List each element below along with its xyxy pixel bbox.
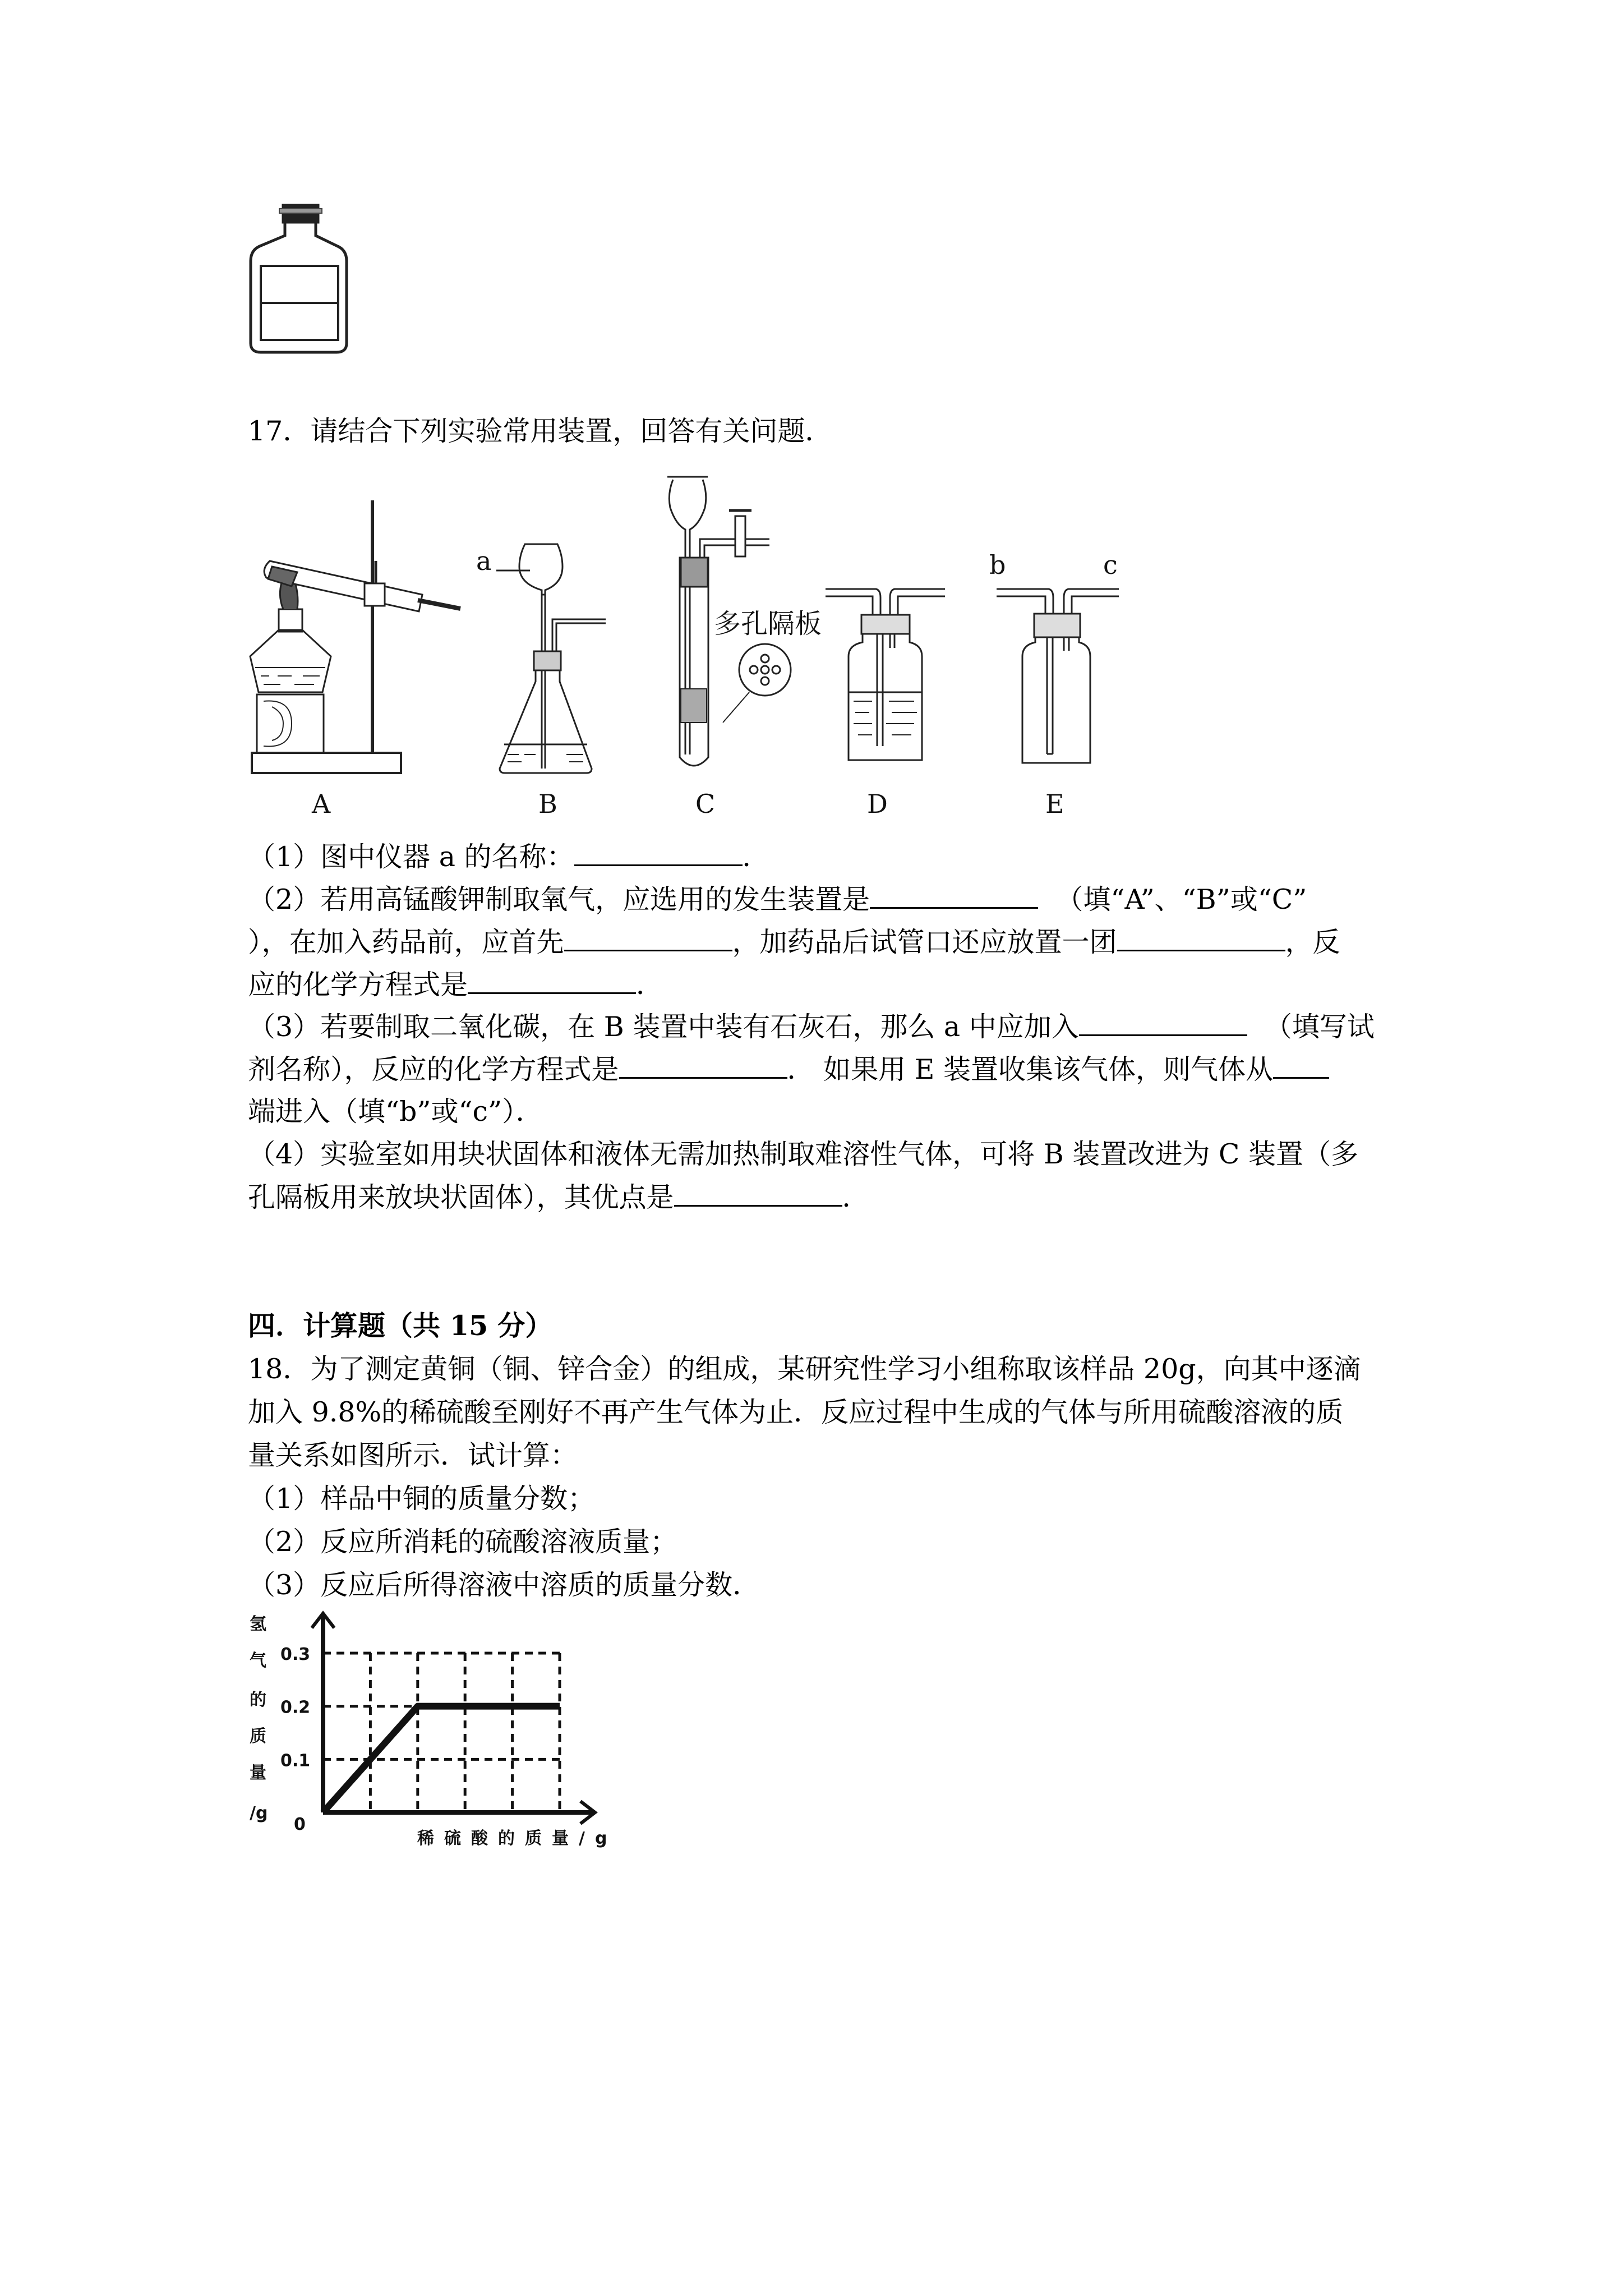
q17-part1-text: （1）图中仪器 a 的名称： [248, 841, 574, 873]
y-axis-label-char: 的 [250, 1690, 266, 1710]
q17-part3b-text: 剂名称），反应的化学方程式是 [248, 1053, 619, 1085]
origin-label: 0 [294, 1815, 306, 1834]
q18-subquestion: （2）反应所消耗的硫酸溶液质量； [248, 1526, 678, 1558]
q17-part2-text: （2）若用高锰酸钾制取氧气，应选用的发生装置是 [248, 884, 870, 915]
q17-part2b-end: ，反 [1285, 926, 1340, 958]
q17-title: 17．请结合下列实验常用装置，回答有关问题． [248, 415, 833, 447]
q17-part3c-text: 端进入（填“b”或“c”）． [248, 1096, 543, 1128]
y-axis-label-char: 氢 [250, 1614, 266, 1634]
q17-part2b-text: ），在加入药品前，应首先 [248, 926, 564, 958]
y-axis-label-char: /g [250, 1803, 268, 1823]
y-axis-label-char: 质 [250, 1727, 266, 1746]
q17-part4b-text: 孔隔板用来放块状固体），其优点是 [248, 1181, 674, 1213]
q18-line: 加入 9.8%的稀硫酸至刚好不再产生气体为止．反应过程中生成的气体与所用硫酸溶液的质 [248, 1396, 1344, 1428]
q18-subquestion: （1）样品中铜的质量分数； [248, 1483, 596, 1515]
q17-part2c-end: ． [636, 969, 664, 1001]
q17-part4b-end: ． [842, 1181, 870, 1213]
y-tick-label: 0.2 [280, 1697, 311, 1718]
q17-part2-hint: （填“A”、“B”或“C” [1055, 884, 1307, 915]
q18-line: 18．为了测定黄铜（铜、锌合金）的组成，某研究性学习小组称取该样品 20g，向其中逐滴 [248, 1353, 1361, 1385]
q18-subquestion: （3）反应后所得溶液中溶质的质量分数． [248, 1569, 760, 1601]
label-c: C [695, 789, 716, 819]
series-line [323, 1706, 560, 1812]
porous-plate-label: 多孔隔板 [714, 608, 822, 639]
q17-part3-hint: （填写试 [1264, 1011, 1375, 1043]
label-e: E [1045, 789, 1064, 819]
q17-part3-text: （3）若要制取二氧化碳，在 B 装置中装有石灰石，那么 a 中应加入 [248, 1011, 1079, 1043]
section-heading: 四．计算题（共 15 分） [248, 1309, 553, 1342]
label-b: B [538, 789, 557, 819]
port-c-label: c [1103, 550, 1118, 580]
y-tick-label: 0.1 [280, 1751, 311, 1771]
label-d: D [867, 789, 888, 819]
label-a: A [312, 789, 331, 819]
chart-grid [323, 1653, 560, 1812]
q17-part4-text: （4）实验室如用块状固体和液体无需加热制取难溶性气体，可将 B 装置改进为 C 装置（多 [248, 1138, 1358, 1170]
y-axis-label-char: 气 [250, 1651, 266, 1671]
q17-part3b-mid: ． 如果用 E 装置收集该气体，则气体从 [787, 1053, 1274, 1085]
q17-part2c-text: 应的化学方程式是 [248, 969, 468, 1001]
port-b-label: b [989, 550, 1006, 580]
instrument-a-label: a [476, 546, 492, 576]
y-tick-label: 0.3 [280, 1645, 311, 1664]
q18-line: 量关系如图所示．试计算： [248, 1439, 578, 1471]
q17-part1-end: ． [742, 841, 770, 873]
chart-series [323, 1706, 560, 1813]
chart-axes [312, 1613, 595, 1824]
x-axis-label: 稀硫酸的质量/g [417, 1829, 617, 1848]
y-axis-label-char: 量 [250, 1763, 266, 1783]
q17-part2b-mid: ，加药品后试管口还应放置一团 [732, 926, 1117, 958]
